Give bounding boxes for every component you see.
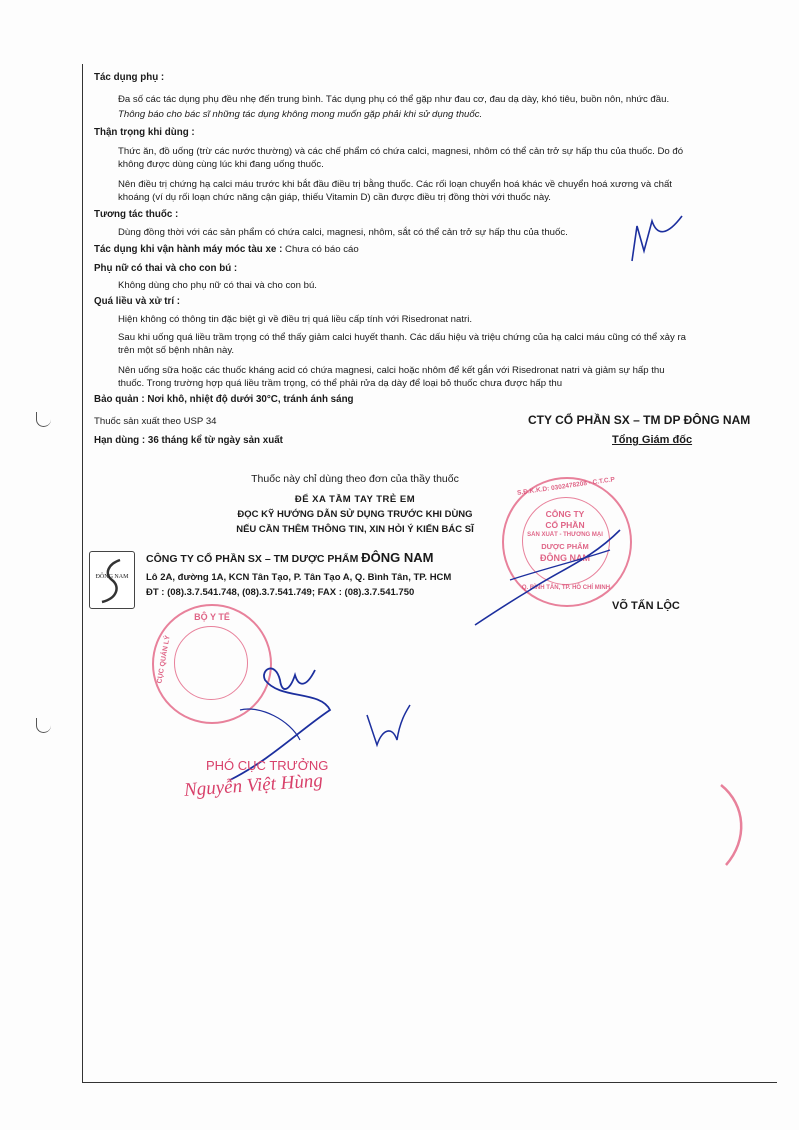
side-effects-heading: Tác dụng phụ :	[94, 72, 165, 83]
prescription-notice: Thuốc này chỉ dùng theo đơn của thầy thuốc	[251, 473, 459, 485]
company-name: CTY CỔ PHẦN SX – TM DP ĐÔNG NAM	[528, 413, 751, 427]
authority-top-text: BỘ Y TẾ	[194, 612, 230, 622]
pregnancy-text: Không dùng cho phụ nữ có thai và cho con bú.	[118, 280, 317, 291]
interactions-text: Dùng đồng thời với các sản phẩm có chứa calci, magnesi, nhôm, sắt có thể cản trở sự hấp thu của thuốc.	[118, 227, 568, 238]
deputy-name: Nguyễn Việt Hùng	[183, 770, 324, 801]
director-name: VÕ TẤN LỘC	[612, 600, 680, 612]
manufacturer-brand: ĐÔNG NAM	[361, 550, 434, 565]
manufacturer-name-prefix: CÔNG TY CỔ PHẦN SX – TM DƯỢC PHẨM	[146, 553, 362, 565]
director-signature-icon	[470, 520, 640, 630]
precautions-text: Nên điều trị chứng hạ calci máu trước khi bắt đầu điều trị bằng thuốc. Các rối loạn chuyển hoá khác về chuyển hoá xương và chất	[118, 179, 672, 190]
interactions-heading: Tương tác thuốc :	[94, 209, 179, 220]
binder-hole-bottom	[36, 718, 51, 733]
deputy-title: PHÓ CỤC TRƯỞNG	[206, 758, 329, 773]
overdose-text: Sau khi uống quá liều trầm trọng có thể thấy giảm calci huyết thanh. Các dấu hiệu và triệu chứng của hạ calci máu cũng có thể xảy ra	[118, 332, 686, 343]
stamp-bottom-text: Q. BÌNH TÂN, TP. HỒ CHÍ MINH	[521, 585, 611, 591]
manufacturer-address: Lô 2A, đường 1A, KCN Tân Tạo, P. Tân Tạo A, Q. Bình Tân, TP. HCM	[146, 572, 452, 583]
binder-hole-top	[36, 412, 51, 427]
driving-value: Chưa có báo cáo	[282, 244, 359, 255]
manufacturer-phone: ĐT : (08).3.7.541.748, (08).3.7.541.749; FAX : (08).3.7.541.750	[146, 587, 415, 598]
overdose-text: thuốc. Trong trường hợp quá liều trầm trọng, có thể phải rửa dạ dày để loại bỏ thuốc chưa được hấp thu	[118, 378, 563, 389]
stamp-line: DƯỢC PHẨM	[541, 542, 589, 551]
stamp-line: ĐÔNG NAM	[540, 553, 590, 563]
logo-text: ĐÔNG NAM	[95, 574, 129, 580]
initials-signature-icon	[622, 206, 692, 266]
expiry-text: Hạn dùng : 36 tháng kể từ ngày sản xuất	[94, 435, 283, 446]
authority-side-text: CỤC QUẢN LÝ	[156, 634, 172, 685]
overdose-text: trên một số bệnh nhân này.	[118, 345, 235, 356]
stamp-line: SẢN XUẤT - THƯƠNG MẠI	[527, 532, 603, 538]
warning-ask: NẾU CẦN THÊM THÔNG TIN, XIN HỎI Ý KIẾN BÁC SĨ	[236, 524, 474, 535]
director-title: Tổng Giám đốc	[612, 434, 693, 446]
manufacturer-logo	[89, 551, 135, 609]
precautions-heading: Thận trọng khi dùng :	[94, 127, 195, 138]
logo-swirl-icon	[90, 552, 134, 608]
manufacturer-name	[146, 552, 433, 565]
side-effects-text: Đa số các tác dụng phụ đều nhẹ đến trung bình. Tác dụng phụ có thể gặp như đau cơ, đau dạ dày, khó tiêu, buồn nôn, nhức đầu.	[118, 94, 670, 105]
precautions-text: không được dùng cùng lúc khi đang uống thuốc.	[118, 159, 324, 170]
driving-heading: Tác dụng khi vận hành máy móc tàu xe :	[94, 244, 283, 255]
precautions-text: Thức ăn, đồ uống (trừ các nước thường) và các chế phẩm có chứa calci, magnesi, nhôm có thể cản trở sự hấp thu của thuốc. Do đó	[118, 146, 684, 157]
standard-text: Thuốc sản xuất theo USP 34	[94, 416, 217, 427]
overdose-heading: Quá liều và xử trí :	[94, 296, 181, 307]
storage-text: Bảo quản : Nơi khô, nhiệt độ dưới 30°C, tránh ánh sáng	[94, 394, 354, 405]
driving-line	[94, 244, 359, 256]
overdose-text: Nên uống sữa hoặc các thuốc kháng acid có chứa magnesi, calci hoặc nhôm để kết gắn với Risedronat natri và giảm sự hấp thu	[118, 365, 665, 376]
warning-children: ĐỂ XA TẦM TAY TRẺ EM	[294, 494, 416, 505]
stamp-ring-text: S.Đ.K.K.D: 0302478208 - C.T.C.P	[516, 476, 616, 497]
precautions-text: khoáng (ví dụ rối loạn chức năng cận giáp, thiếu Vitamin D) cần được điều trị đồng thời với thuốc này.	[118, 192, 551, 203]
overdose-text: Hiện không có thông tin đặc biệt gì về điều trị quá liều cấp tính với Risedronat natri.	[118, 314, 473, 325]
stamp-line: CÔNG TY	[545, 509, 585, 519]
approval-initials-icon	[362, 700, 412, 750]
stamp-line: CỔ PHẦN	[545, 520, 585, 530]
stamp-edge-fragment-icon	[716, 780, 756, 870]
side-effects-notice: Thông báo cho bác sĩ những tác dụng không mong muốn gặp phải khi sử dụng thuốc.	[118, 109, 483, 120]
pregnancy-heading: Phụ nữ có thai và cho con bú :	[94, 263, 238, 274]
warning-read: ĐỌC KỸ HƯỚNG DẪN SỬ DỤNG TRƯỚC KHI DÙNG	[237, 509, 473, 520]
